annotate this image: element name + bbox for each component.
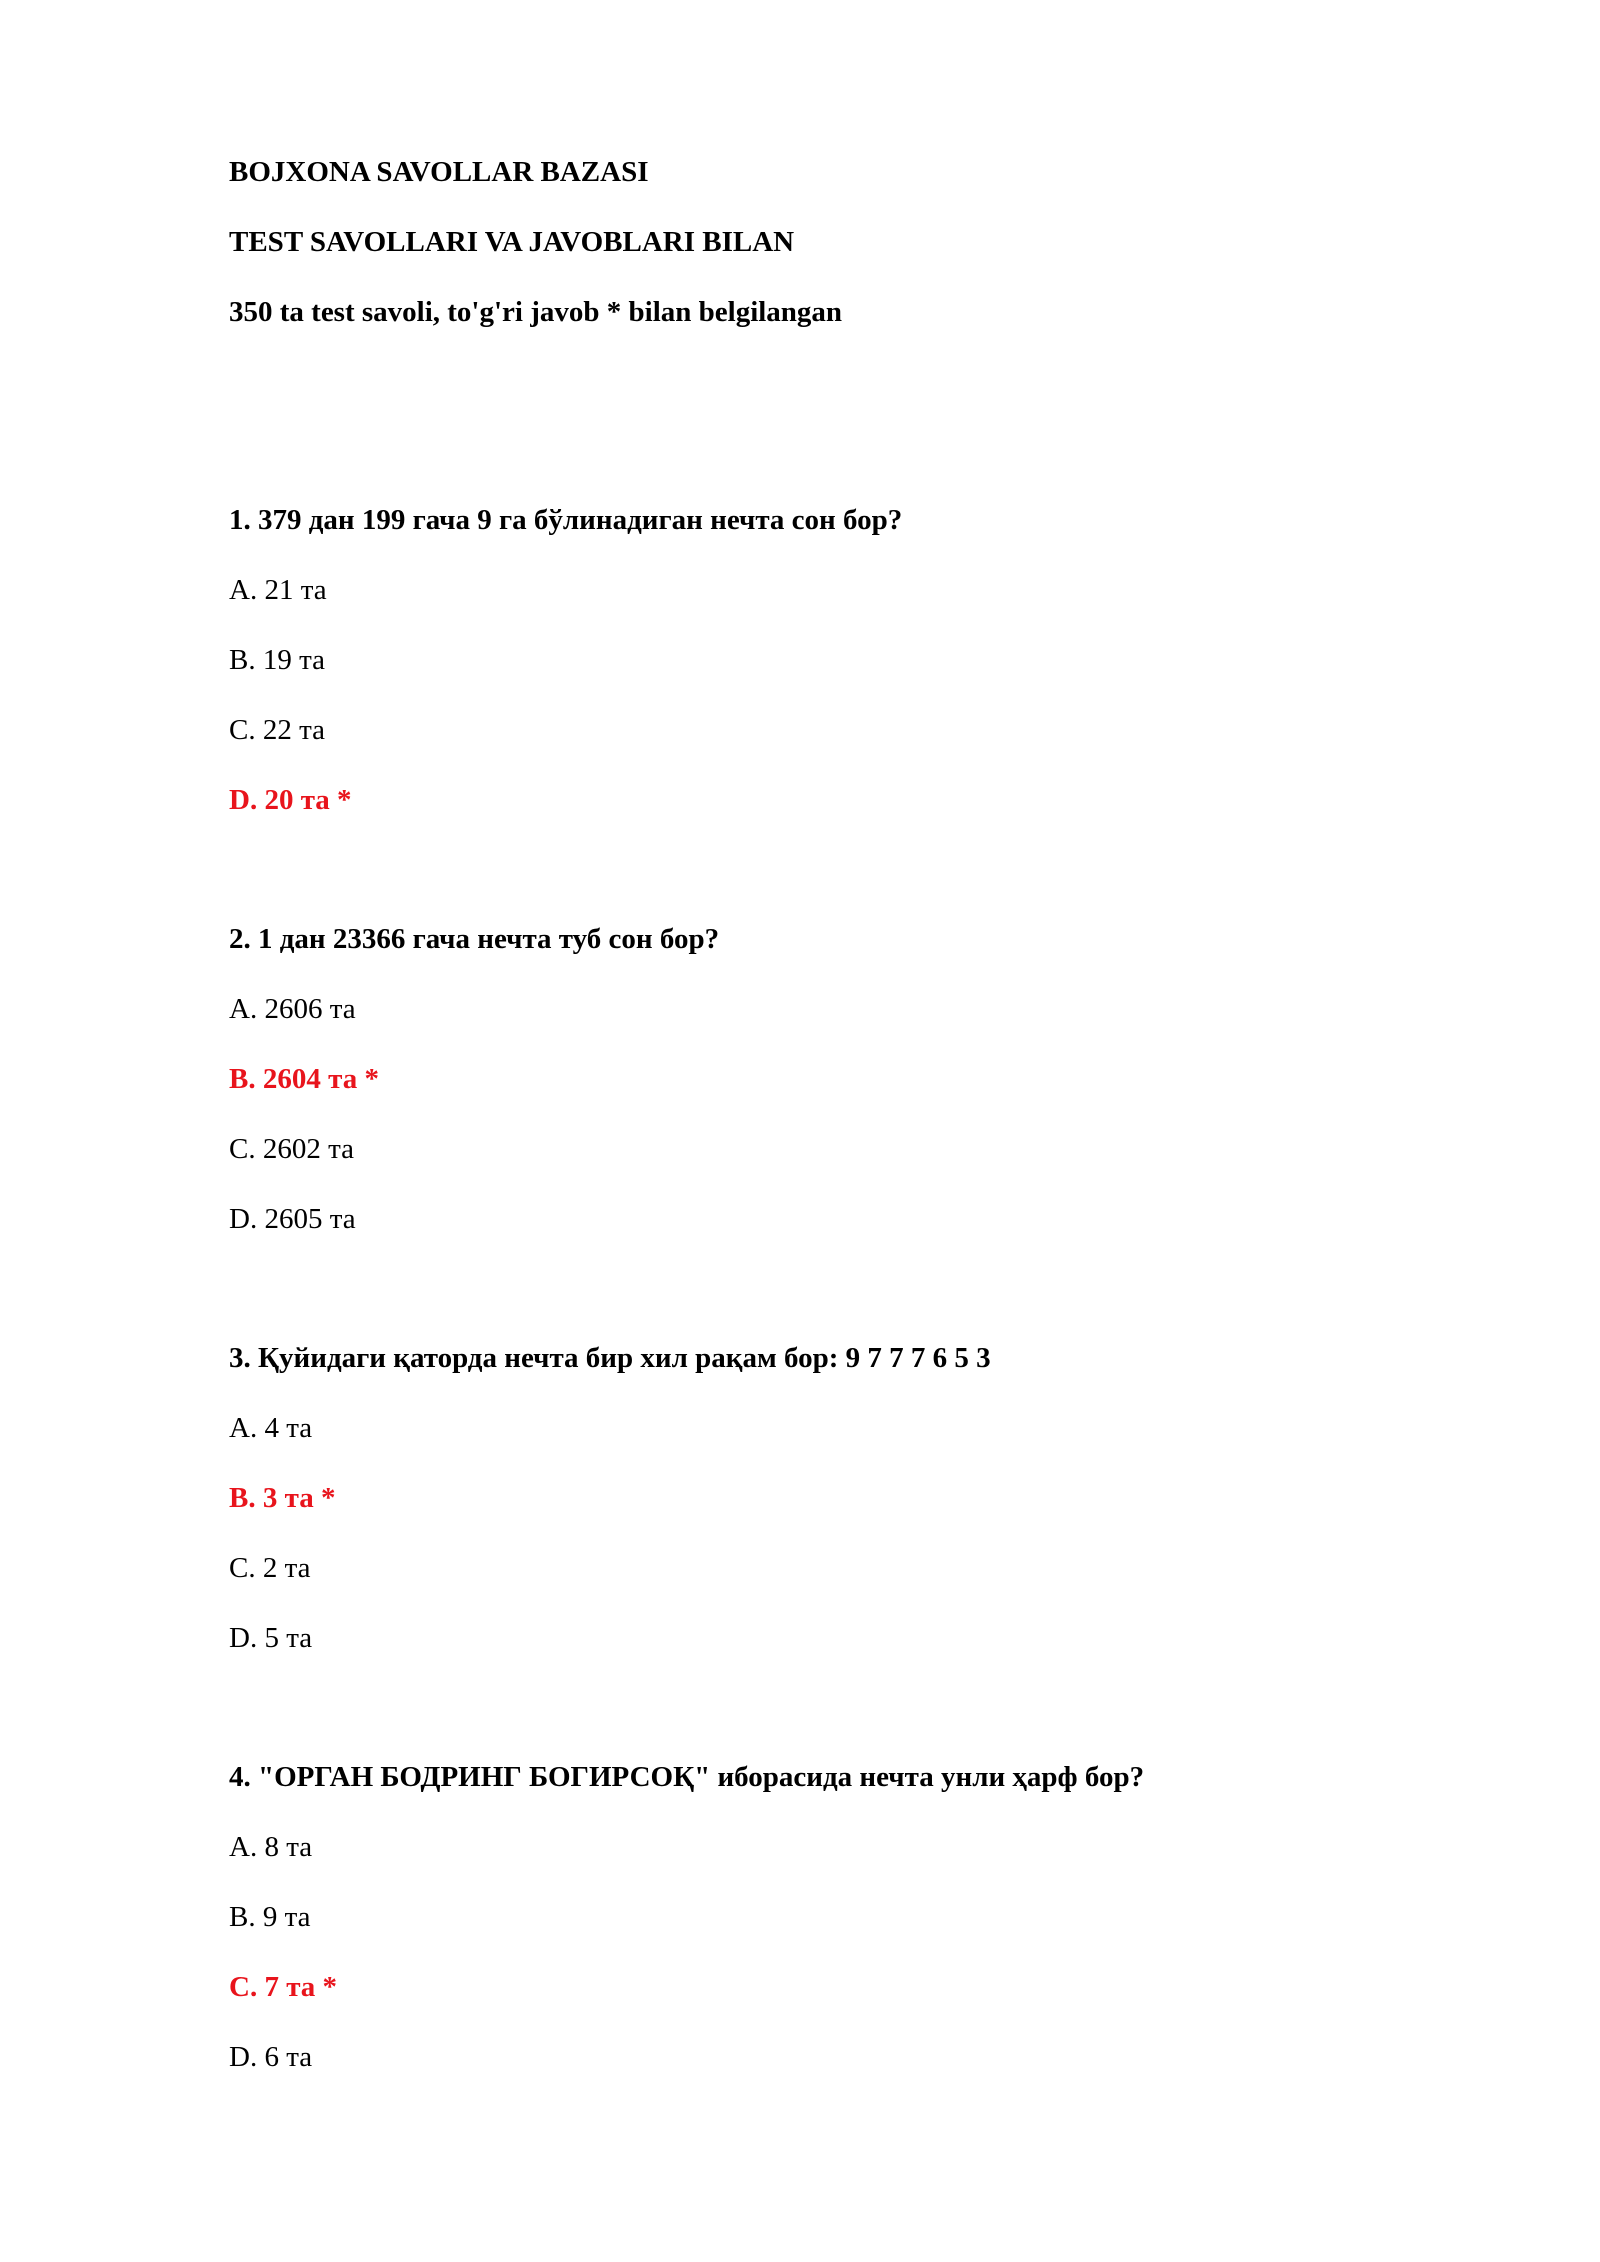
answer-option: A. 4 та <box>229 1412 313 1444</box>
answer-option: B. 9 та <box>229 1901 311 1933</box>
question-text: 3. Қуйидаги қаторда нечта бир хил рақам бор: 9 7 7 7 6 5 3 <box>229 1342 991 1374</box>
question-block <box>229 1760 1429 2110</box>
answer-option: D. 5 та <box>229 1622 313 1654</box>
answer-option: B. 3 та * <box>229 1482 336 1514</box>
answer-option: B. 19 та <box>229 644 325 676</box>
answer-option: C. 22 та <box>229 714 325 746</box>
answer-option: A. 2606 та <box>229 993 356 1025</box>
document-note: 350 ta test savoli, to'g'ri javob * bilan belgilangan <box>229 296 843 328</box>
answer-option: D. 20 та * <box>229 784 352 816</box>
answer-option: D. 2605 та <box>229 1203 356 1235</box>
document-title: BOJXONA SAVOLLAR BAZASI <box>229 156 649 188</box>
question-block <box>229 1341 1429 1691</box>
question-text: 1. 379 дан 199 гача 9 га бўлинадиган нечта сон бор? <box>229 504 903 536</box>
answer-option: D. 6 та <box>229 2041 313 2073</box>
answer-option: A. 21 та <box>229 574 327 606</box>
answer-option: C. 7 та * <box>229 1971 338 2003</box>
question-text: 4. "ОРГАН БОДРИНГ БОГИРСОҚ" иборасида нечта унли ҳарф бор? <box>229 1761 1145 1793</box>
answer-option: C. 2602 та <box>229 1133 354 1165</box>
question-block <box>229 503 1429 853</box>
answer-option: B. 2604 та * <box>229 1063 379 1095</box>
question-text: 2. 1 дан 23366 гача нечта туб сон бор? <box>229 923 720 955</box>
answer-option: C. 2 та <box>229 1552 311 1584</box>
answer-option: A. 8 та <box>229 1831 313 1863</box>
document-subtitle: TEST SAVOLLARI VA JAVOBLARI BILAN <box>229 226 795 258</box>
question-block <box>229 922 1429 1272</box>
